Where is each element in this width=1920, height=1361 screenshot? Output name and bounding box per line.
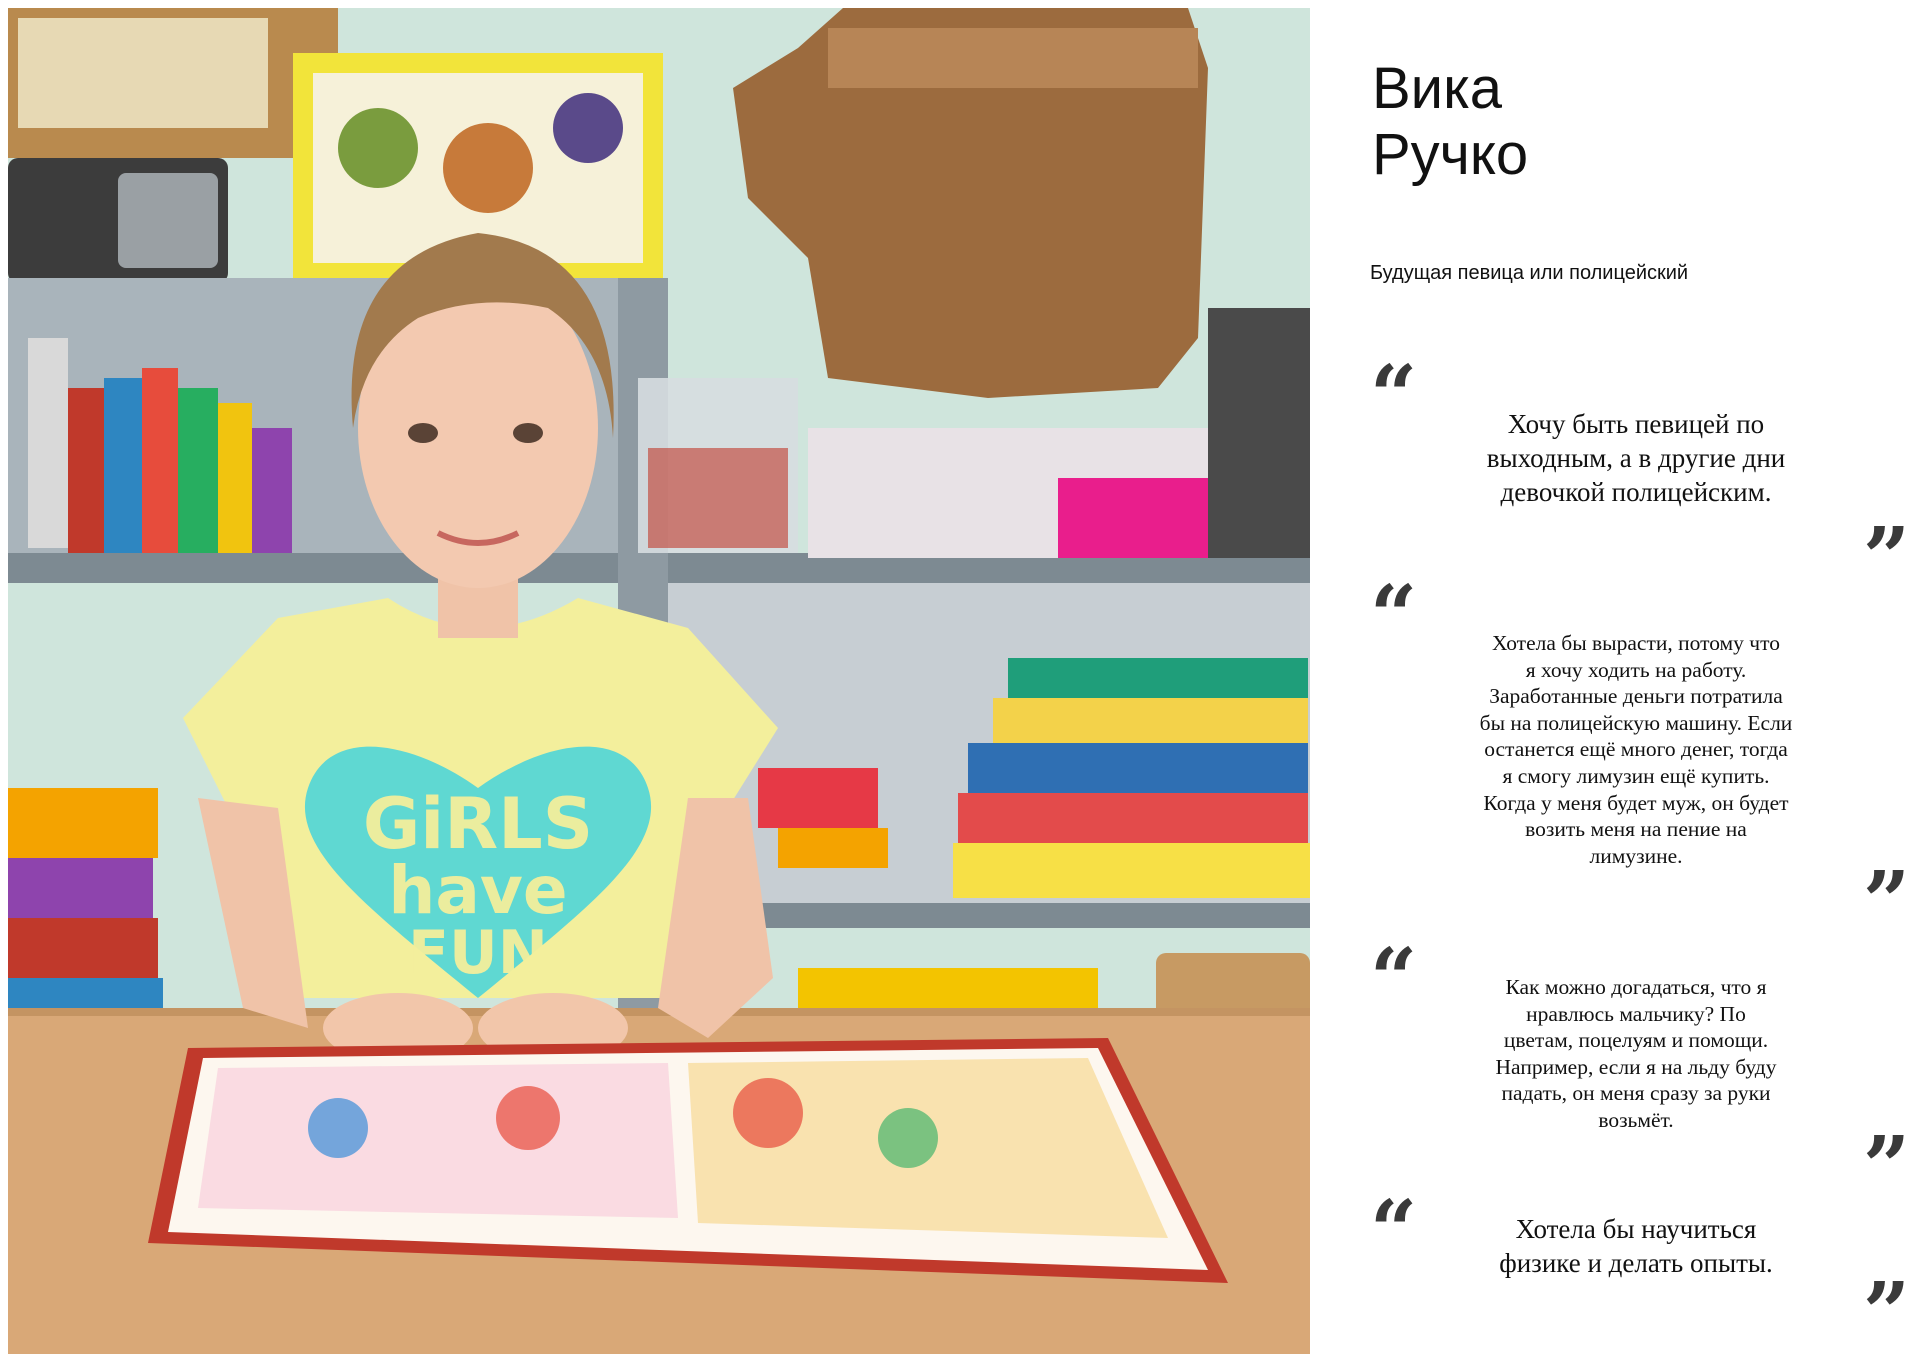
profile-text-panel	[1330, 0, 1920, 1361]
quote-text: Хочу быть певицей по выходным, а в другие дни девочкой полицейским.	[1486, 409, 1786, 507]
classroom-illustration	[8, 8, 1310, 1354]
close-quote-icon: ”	[1862, 854, 1910, 950]
subtitle: Будущая певица или полицейский	[1370, 262, 1689, 284]
open-quote-icon: “	[1370, 931, 1418, 1027]
last-name: Ручко	[1372, 122, 1529, 187]
svg-text:FUN: FUN	[408, 918, 548, 988]
quote-block	[1370, 931, 1910, 1215]
first-name: Вика	[1372, 56, 1502, 121]
quote-block	[1370, 568, 1910, 950]
child-name	[1372, 56, 1528, 188]
open-quote-icon: “	[1370, 568, 1418, 664]
open-quote-icon: “	[1370, 1183, 1418, 1279]
svg-text:have: have	[388, 852, 568, 929]
quote-text: Как можно догадаться, что я нравлюсь мальчику? По цветам, поцелуям и помощи. Например, если я на льду буду падать, он меня сразу за руки возьмёт.	[1495, 975, 1777, 1132]
portrait-photo	[8, 8, 1310, 1354]
close-quote-icon: ”	[1862, 1119, 1910, 1215]
quote-text: Хотела бы вырасти, потому что я хочу ходить на работу. Заработанные деньги потратила бы на полицейскую машину. Если останется ещё много денег, тогда я смогу лимузин ещё купить. Когда у меня будет муж, он будет возить меня на пение на лимузине.	[1479, 631, 1793, 868]
quote-text: Хотела бы научиться физике и делать опыты.	[1499, 1214, 1773, 1278]
svg-text:GiRLS: GiRLS	[362, 783, 594, 865]
close-quote-icon: ”	[1862, 1265, 1910, 1361]
open-quote-icon: “	[1370, 348, 1418, 444]
quote-block	[1370, 1183, 1910, 1361]
close-quote-icon: ”	[1862, 510, 1910, 606]
quote-block	[1370, 348, 1910, 606]
